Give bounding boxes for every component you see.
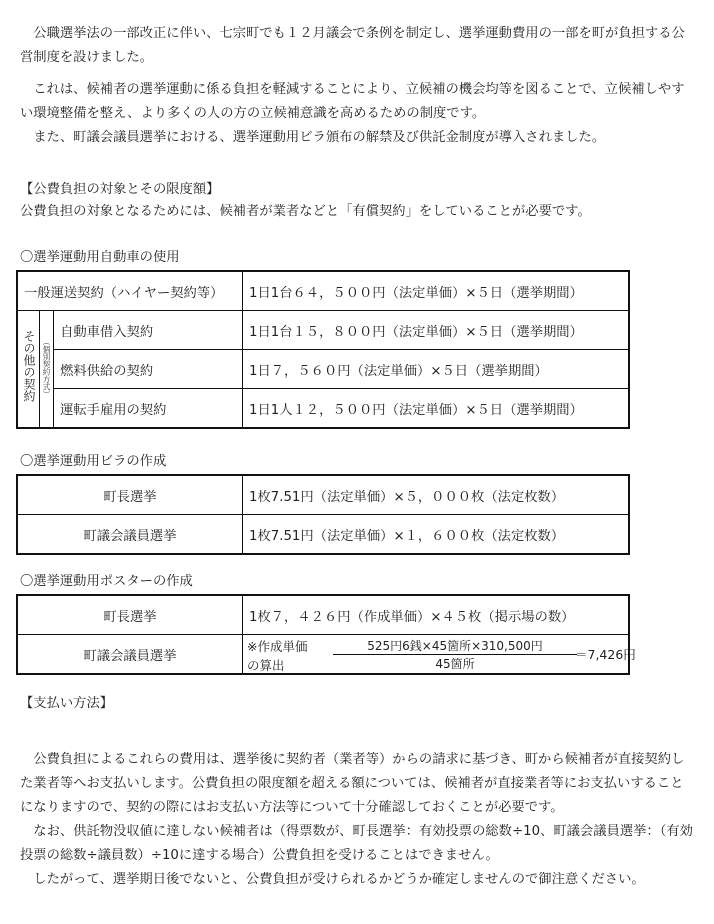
vehicle-rental-label: 自動車借入契約 <box>54 311 243 350</box>
table-row <box>17 595 629 635</box>
vehicle-heading: 〇選挙運動用自動車の使用 <box>20 250 180 265</box>
fuel-supply-value: 1日７，５６０円（法定単価）×５日（選挙期間） <box>243 350 630 389</box>
section-heading-limit: 【公費負担の対象とその限度額】 <box>20 182 220 197</box>
table-row <box>17 515 629 555</box>
other-contract-sublabel: （個別契約方式） <box>39 311 53 429</box>
poster-unit-price-calculation <box>243 635 636 675</box>
flyer-table <box>16 474 630 555</box>
fraction-result: ＝7,426円 <box>575 647 636 662</box>
table-row <box>17 635 629 675</box>
payment-heading: 【支払い方法】 <box>20 696 114 711</box>
poster-mayor-value: 1枚７，４２６円（作成単価）×４５枚（掲示場の数） <box>243 595 630 635</box>
poster-heading: 〇選挙運動用ポスターの作成 <box>20 574 193 589</box>
poster-council-label: 町議会議員選挙 <box>17 635 243 675</box>
fraction-denominator: 45箇所 <box>435 657 475 671</box>
table-row <box>17 350 629 389</box>
intro-paragraph-1: 公職選挙法の一部改正に伴い、七宗町でも１２月議会で条例を制定し、選挙運動費用の一部を町が負担する公営制度を設けました。 <box>20 26 685 65</box>
flyer-council-value: 1枚7.51円（法定単価）×１，６００枚（法定枚数） <box>243 515 630 555</box>
fraction-numerator: 525円6銭×45箇所×310,500円 <box>367 639 543 653</box>
table-row <box>17 475 629 515</box>
table-row <box>17 389 629 429</box>
poster-mayor-label: 町長選挙 <box>17 595 243 635</box>
driver-hire-value: 1日1人１２，５００円（法定単価）×５日（選挙期間） <box>243 389 630 429</box>
flyer-heading: 〇選挙運動用ビラの作成 <box>20 454 167 469</box>
payment-paragraph-3: したがって、選挙期日後でないと、公費負担が受けられるかどうか確定しませんので御注意ください。 <box>20 872 645 887</box>
payment-paragraph-2: なお、供託物没収値に達しない候補者は（得票数が、町長選挙：有効投票の総数÷10、町議会議員選挙：（有効投票の総数÷議員数）÷10に達する場合）公費負担を受けることはできません。 <box>20 824 693 863</box>
intro-paragraph-2: これは、候補者の選挙運動に係る負担を軽減することにより、立候補の機会均等を図ることで、立候補しやすい環境整備を整え、より多くの人の方の立候補意識を高めるための制度です。 <box>20 82 685 121</box>
flyer-mayor-value: 1枚7.51円（法定単価）×５，０００枚（法定枚数） <box>243 475 630 515</box>
general-contract-label: 一般運送契約（ハイヤー契約等） <box>17 271 243 311</box>
general-contract-value: 1日1台６４，５００円（法定単価）×５日（選挙期間） <box>243 271 630 311</box>
vehicle-table <box>16 270 630 429</box>
table-row <box>17 271 629 311</box>
table-row <box>17 311 629 350</box>
flyer-council-label: 町議会議員選挙 <box>17 515 243 555</box>
section-limit-text: 公費負担の対象となるためには、候補者が業者などと「有償契約」をしていることが必要です。 <box>20 204 591 219</box>
other-contract-label: その他の契約 <box>17 311 39 429</box>
calc-label-2: の算出 <box>247 658 285 673</box>
poster-table <box>16 594 636 675</box>
vehicle-rental-value: 1日1台１５，８００円（法定単価）×５日（選挙期間） <box>243 311 630 350</box>
flyer-mayor-label: 町長選挙 <box>17 475 243 515</box>
driver-hire-label: 運転手雇用の契約 <box>54 389 243 429</box>
fuel-supply-label: 燃料供給の契約 <box>54 350 243 389</box>
intro-paragraph-3: また、町議会議員選挙における、選挙運動用ビラ頒布の解禁及び供託金制度が導入されました。 <box>20 130 606 145</box>
calc-label-1: ※作成単価 <box>247 639 308 654</box>
payment-paragraph-1: 公費負担によるこれらの費用は、選挙後に契約者（業者等）からの請求に基づき、町から候補者が直接契約した業者等へお支払いします。公費負担の限度額を超える額については、候補者が直接業者等にお支払いすることになりますので、契約の際にはお支払い方法等について十分確認しておくことが必要です。 <box>20 752 685 815</box>
